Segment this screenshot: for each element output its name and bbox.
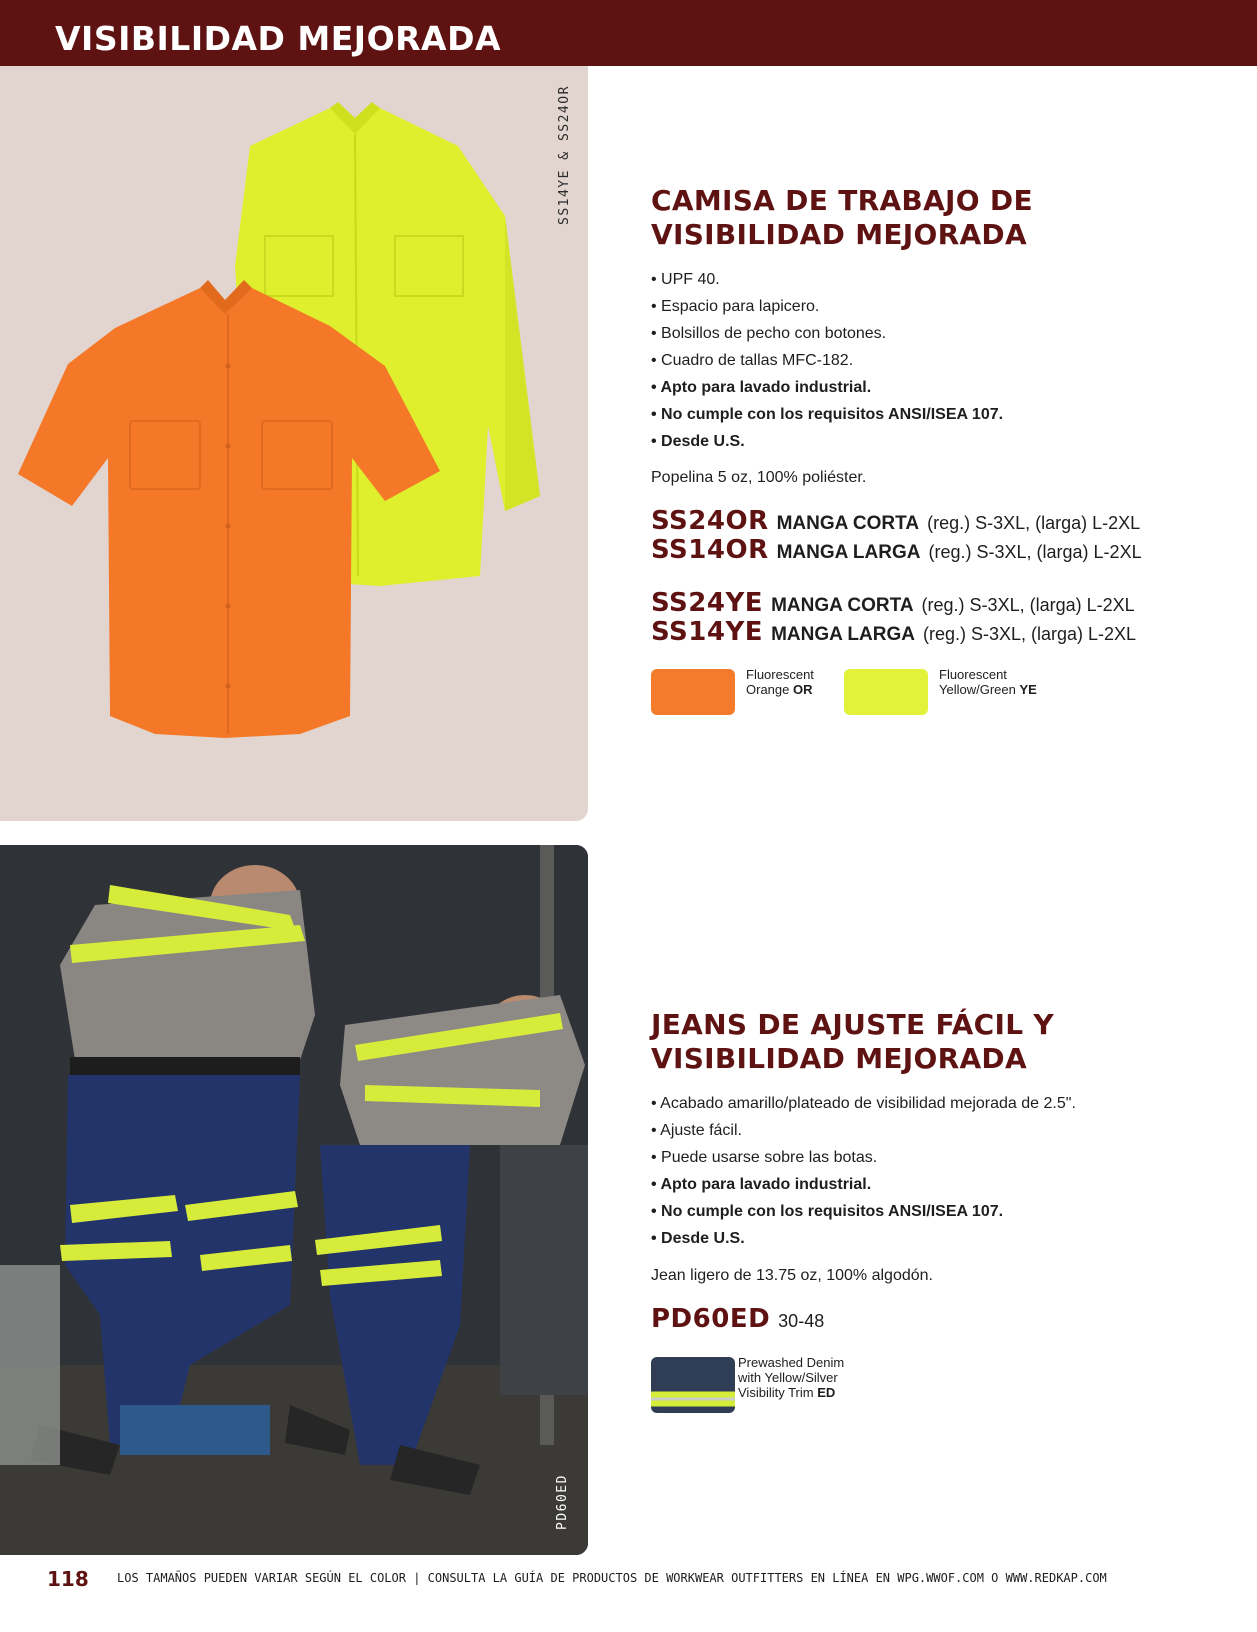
page-number: 118 (47, 1567, 89, 1591)
style-code: SS24YE (651, 588, 764, 618)
style-sizes: (reg.) S-3XL, (larga) L-2XL (921, 595, 1135, 615)
jeans-title-line2: VISIBILIDAD MEJORADA (651, 1042, 1027, 1075)
swatch-label-line: Fluorescent (746, 667, 814, 682)
workers-photo (0, 845, 588, 1555)
list-item: • Cuadro de tallas MFC-182. (651, 352, 854, 369)
style-row (651, 1304, 824, 1334)
list-item: • No cumple con los requisitos ANSI/ISEA 107. (651, 406, 1004, 423)
swatch-code: OR (793, 682, 813, 697)
shirt-title-line1: CAMISA DE TRABAJO DE (651, 184, 1033, 217)
swatch-label-line: with Yellow/Silver (738, 1370, 838, 1385)
list-item: • Ajuste fácil. (651, 1122, 742, 1139)
style-sizes: (reg.) S-3XL, (larga) L-2XL (927, 513, 1141, 533)
swatch-color-name: Orange (746, 682, 790, 697)
shirt-title-line2: VISIBILIDAD MEJORADA (651, 218, 1027, 251)
style-code: PD60ED (651, 1304, 771, 1334)
swatch-label-line (939, 682, 1037, 697)
jeans-features-list (651, 1090, 1231, 1252)
list-item: • Bolsillos de pecho con botones. (651, 325, 887, 342)
list-item: • Espacio para lapicero. (651, 298, 820, 315)
denim-swatch (651, 1357, 735, 1413)
jeans-title-line1: JEANS DE AJUSTE FÁCIL Y (651, 1008, 1054, 1041)
list-item: • Desde U.S. (651, 433, 745, 450)
jeans-image-label: PD60ED (555, 1474, 570, 1530)
shirts-photo (0, 66, 588, 821)
swatch-label-line (738, 1385, 844, 1400)
swatch-trim-name: Visibility Trim (738, 1385, 814, 1400)
style-code: SS14YE (651, 617, 764, 647)
swatch-code: YE (1019, 682, 1037, 697)
swatch-label-line (746, 682, 814, 697)
style-sleeve: MANGA LARGA (771, 624, 915, 645)
style-sleeve: MANGA CORTA (771, 595, 914, 616)
style-row (651, 506, 1140, 536)
orange-swatch (651, 669, 735, 715)
shirt-title (651, 184, 1211, 252)
yellow-swatch (844, 669, 928, 715)
swatch-label-line: Fluorescent (939, 667, 1007, 682)
style-code: SS24OR (651, 506, 769, 536)
style-row (651, 617, 1136, 647)
shirts-image-label: SS14YE & SS24OR (557, 85, 572, 225)
style-sleeve: MANGA LARGA (776, 542, 921, 563)
list-item: • Apto para lavado industrial. (651, 379, 872, 396)
style-sleeve: MANGA CORTA (776, 513, 920, 534)
swatch-color-name: Yellow/Green (939, 682, 1016, 697)
style-row (651, 588, 1135, 618)
style-code: SS14OR (651, 535, 769, 565)
page-title: VISIBILIDAD MEJORADA (55, 19, 502, 58)
shirt-fabric: Popelina 5 oz, 100% poliéster. (651, 469, 867, 486)
style-sizes: (reg.) S-3XL, (larga) L-2XL (928, 542, 1142, 562)
jeans-fabric: Jean ligero de 13.75 oz, 100% algodón. (651, 1267, 933, 1284)
shirt-features-list (651, 266, 1231, 455)
swatch-label-line: Prewashed Denim (738, 1355, 845, 1370)
style-sizes: 30-48 (778, 1311, 825, 1331)
footer-note: LOS TAMAÑOS PUEDEN VARIAR SEGÚN EL COLOR | CONSULTA LA GUÍA DE PRODUCTOS DE WORKWEAR OUTFITTERS EN LÍNEA EN WPG.WWOF.COM O WWW.REDKAP.COM (117, 1571, 1107, 1585)
yellow-swatch-label (939, 667, 1037, 697)
list-item: • Apto para lavado industrial. (651, 1176, 872, 1193)
jeans-title (651, 1008, 1211, 1076)
swatch-code: ED (817, 1385, 836, 1400)
list-item: • No cumple con los requisitos ANSI/ISEA 107. (651, 1203, 1004, 1220)
list-item: • Acabado amarillo/plateado de visibilidad mejorada de 2.5". (651, 1095, 1076, 1112)
style-sizes: (reg.) S-3XL, (larga) L-2XL (922, 624, 1137, 644)
list-item: • Puede usarse sobre las botas. (651, 1149, 878, 1166)
style-row (651, 535, 1142, 565)
denim-swatch-label (738, 1355, 844, 1400)
list-item: • Desde U.S. (651, 1230, 745, 1247)
orange-swatch-label (746, 667, 814, 697)
list-item: • UPF 40. (651, 271, 720, 288)
